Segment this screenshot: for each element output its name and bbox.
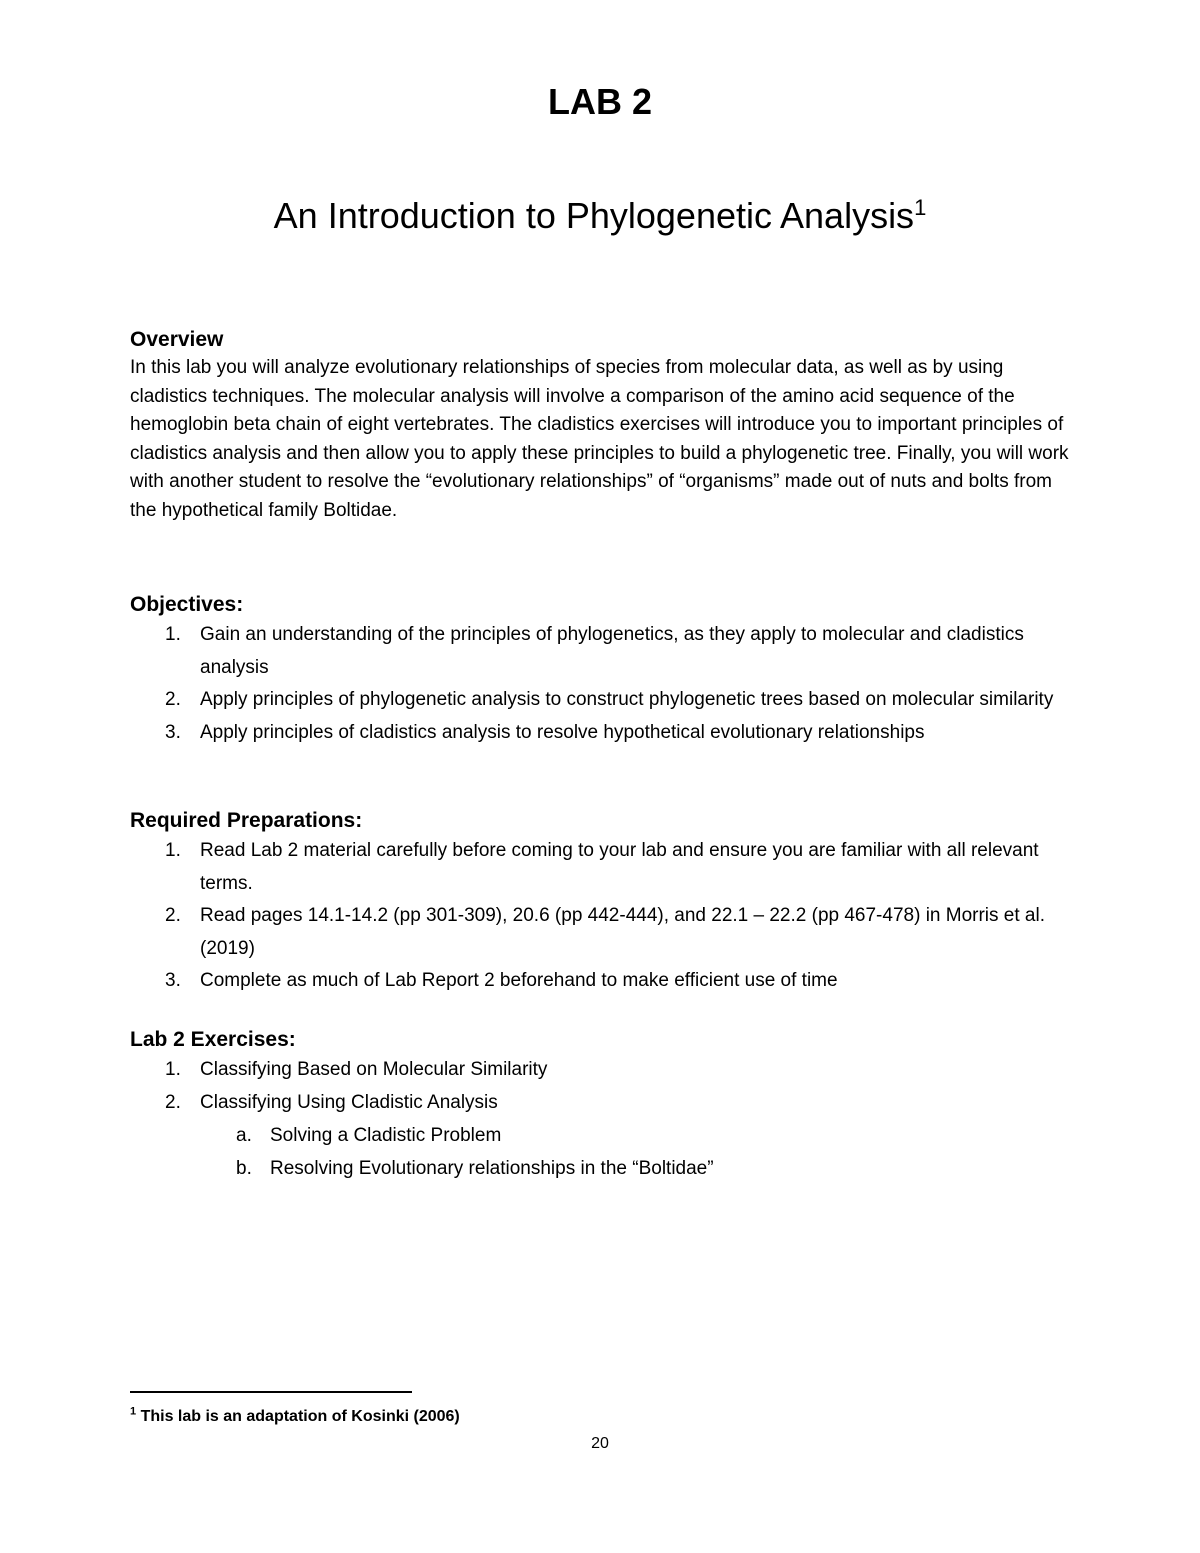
sublist-letter: a. — [236, 1125, 252, 1146]
overview-heading: Overview — [130, 328, 224, 351]
list-item-text: Complete as much of Lab Report 2 beforehand to make efficient use of time — [200, 970, 838, 991]
objectives-section — [130, 590, 1075, 749]
footnote-marker: 1 — [130, 1405, 137, 1418]
list-item-text: Gain an understanding of the principles of phylogenetics, as they apply to molecular and cladistics analysis — [200, 624, 1024, 678]
exercises-list — [130, 1054, 1075, 1119]
overview-section — [130, 325, 1075, 526]
sublist-item — [130, 1152, 1075, 1185]
list-item — [130, 717, 1075, 750]
list-item-text: Classifying Using Cladistic Analysis — [200, 1091, 498, 1113]
list-number: 2. — [165, 689, 181, 710]
list-number: 3. — [165, 721, 181, 743]
title-footnote-marker: 1 — [914, 195, 927, 220]
list-item — [130, 1087, 1075, 1120]
sublist-item — [130, 1119, 1075, 1152]
list-number: 1. — [165, 624, 181, 645]
preparations-section — [130, 806, 1075, 998]
list-item-text: Classifying Based on Molecular Similarity — [200, 1059, 548, 1080]
list-number: 2. — [165, 1091, 181, 1113]
footnote — [130, 1406, 460, 1428]
overview-text: In this lab you will analyze evolutionary relationships of species from molecular data, as well as by using cladistics techniques. The molecular analysis will involve a comparison of the amino acid sequence of the hemoglobin beta chain of eight vertebrates. The cladistics exercises will introduce you to important principles of cladistics analysis and then allow you to apply these principles to build a phylogenetic tree. Finally, you will work with another student to resolve the “evolutionary relationships” of “organisms” made out of nuts and bolts from the hypothetical family Boltidae. — [130, 357, 1069, 521]
objectives-heading: Objectives: — [130, 593, 244, 616]
list-item — [130, 619, 1075, 684]
list-number: 2. — [165, 905, 181, 926]
footnote-text: This lab is an adaptation of Kosinki (2006) — [140, 1408, 460, 1425]
list-item-text: Read pages 14.1-14.2 (pp 301-309), 20.6 (pp 442-444), and 22.1 – 22.2 (pp 467-478) in Morris et al. (2019) — [200, 905, 1045, 959]
list-item — [130, 835, 1075, 900]
exercises-section — [130, 1025, 1075, 1185]
page-number: 20 — [591, 1435, 609, 1452]
list-item-text: Apply principles of cladistics analysis to resolve hypothetical evolutionary relationships — [200, 721, 925, 743]
list-number: 3. — [165, 970, 181, 991]
sublist-letter: b. — [236, 1158, 252, 1179]
list-item-text: Read Lab 2 material carefully before coming to your lab and ensure you are familiar with all relevant terms. — [200, 840, 1039, 894]
list-item — [130, 965, 1075, 998]
page-title-text: An Introduction to Phylogenetic Analysis — [273, 195, 915, 236]
list-number: 1. — [165, 1059, 181, 1080]
sublist-item-text: Solving a Cladistic Problem — [270, 1125, 502, 1146]
page-title — [0, 192, 1200, 240]
exercises-heading: Lab 2 Exercises: — [130, 1028, 296, 1051]
list-number: 1. — [165, 840, 181, 861]
exercises-sublist — [130, 1119, 1075, 1185]
objectives-list — [130, 619, 1075, 749]
preparations-list — [130, 835, 1075, 998]
lab-label: LAB 2 — [547, 81, 652, 122]
list-item — [130, 684, 1075, 717]
preparations-heading: Required Preparations: — [130, 809, 363, 832]
list-item — [130, 1054, 1075, 1087]
list-item — [130, 900, 1075, 965]
sublist-item-text: Resolving Evolutionary relationships in the “Boltidae” — [270, 1158, 714, 1179]
list-item-text: Apply principles of phylogenetic analysis to construct phylogenetic trees based on molecular similarity — [200, 689, 1054, 710]
footnote-divider — [130, 1391, 412, 1393]
